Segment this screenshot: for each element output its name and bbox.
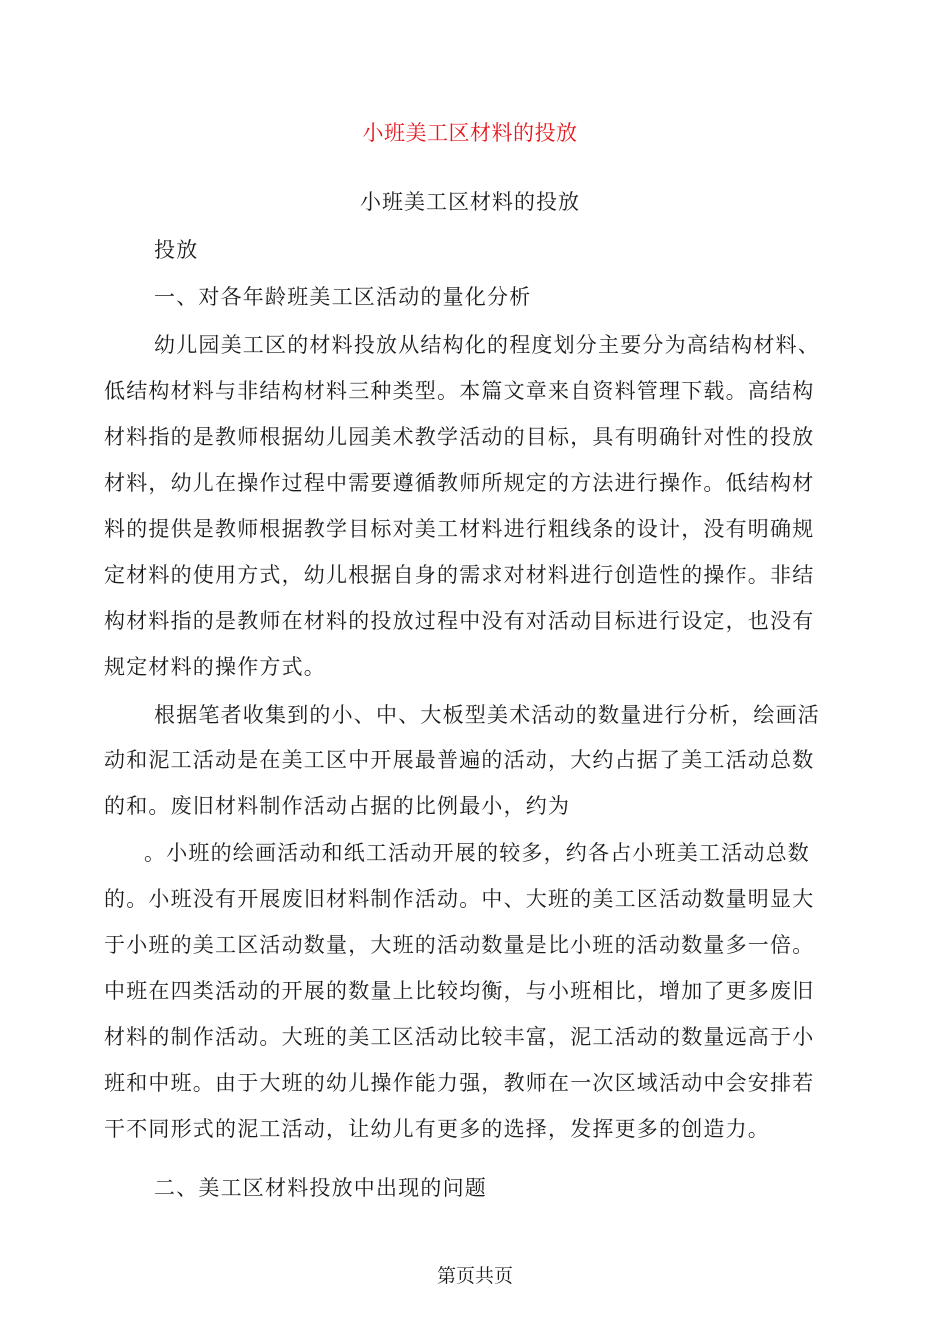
- header-red-title: 小班美工区材料的投放: [362, 121, 578, 145]
- paragraph-line: 定材料的使用方式，幼儿根据自身的需求对材料进行创造性的操作。非结: [104, 563, 815, 587]
- page-footer: 第页共页: [436, 1265, 513, 1287]
- document-title: 小班美工区材料的投放: [360, 190, 580, 214]
- paragraph-line: 。小班的绘画活动和纸工活动开展的较多，约各占小班美工活动总数: [144, 841, 810, 865]
- paragraph-line: 干不同形式的泥工活动，让幼儿有更多的选择，发挥更多的创造力。: [104, 1117, 770, 1141]
- paragraph-line: 料的提供是教师根据教学目标对美工材料进行粗线条的设计，没有明确规: [104, 517, 815, 541]
- paragraph-line: 根据笔者收集到的小、中、大板型美术活动的数量进行分析，绘画活: [154, 703, 820, 727]
- section-2-heading: 二、美工区材料投放中出现的问题: [154, 1176, 487, 1200]
- paragraph-line: 于小班的美工区活动数量，大班的活动数量是比小班的活动数量多一倍。: [104, 933, 815, 957]
- paragraph-line: 幼儿园美工区的材料投放从结构化的程度划分主要分为高结构材料、: [154, 333, 820, 357]
- paragraph-line: 中班在四类活动的开展的数量上比较均衡，与小班相比，增加了更多废旧: [104, 979, 815, 1003]
- paragraph-line: 材料，幼儿在操作过程中需要遵循教师所规定的方法进行操作。低结构材: [104, 471, 815, 495]
- paragraph-line: 班和中班。由于大班的幼儿操作能力强，教师在一次区域活动中会安排若: [104, 1071, 815, 1095]
- paragraph-line: 的。小班没有开展废旧材料制作活动。中、大班的美工区活动数量明显大: [104, 887, 815, 911]
- paragraph-line: 低结构材料与非结构材料三种类型。本篇文章来自资料管理下载。高结构: [104, 379, 815, 403]
- paragraph-line: 动和泥工活动是在美工区中开展最普遍的活动，大约占据了美工活动总数: [104, 748, 815, 772]
- paragraph-line: 材料指的是教师根据幼儿园美术教学活动的目标，具有明确针对性的投放: [104, 425, 815, 449]
- paragraph-line: 材料的制作活动。大班的美工区活动比较丰富，泥工活动的数量远高于小: [104, 1025, 815, 1049]
- section-1-heading: 一、对各年龄班美工区活动的量化分析: [154, 285, 532, 309]
- document-subtitle: 投放: [154, 238, 199, 262]
- paragraph-line: 构材料指的是教师在材料的投放过程中没有对活动目标进行设定，也没有: [104, 609, 815, 633]
- paragraph-line: 规定材料的操作方式。: [104, 655, 326, 679]
- paragraph-line: 的和。废旧材料制作活动占据的比例最小，约为: [104, 794, 571, 818]
